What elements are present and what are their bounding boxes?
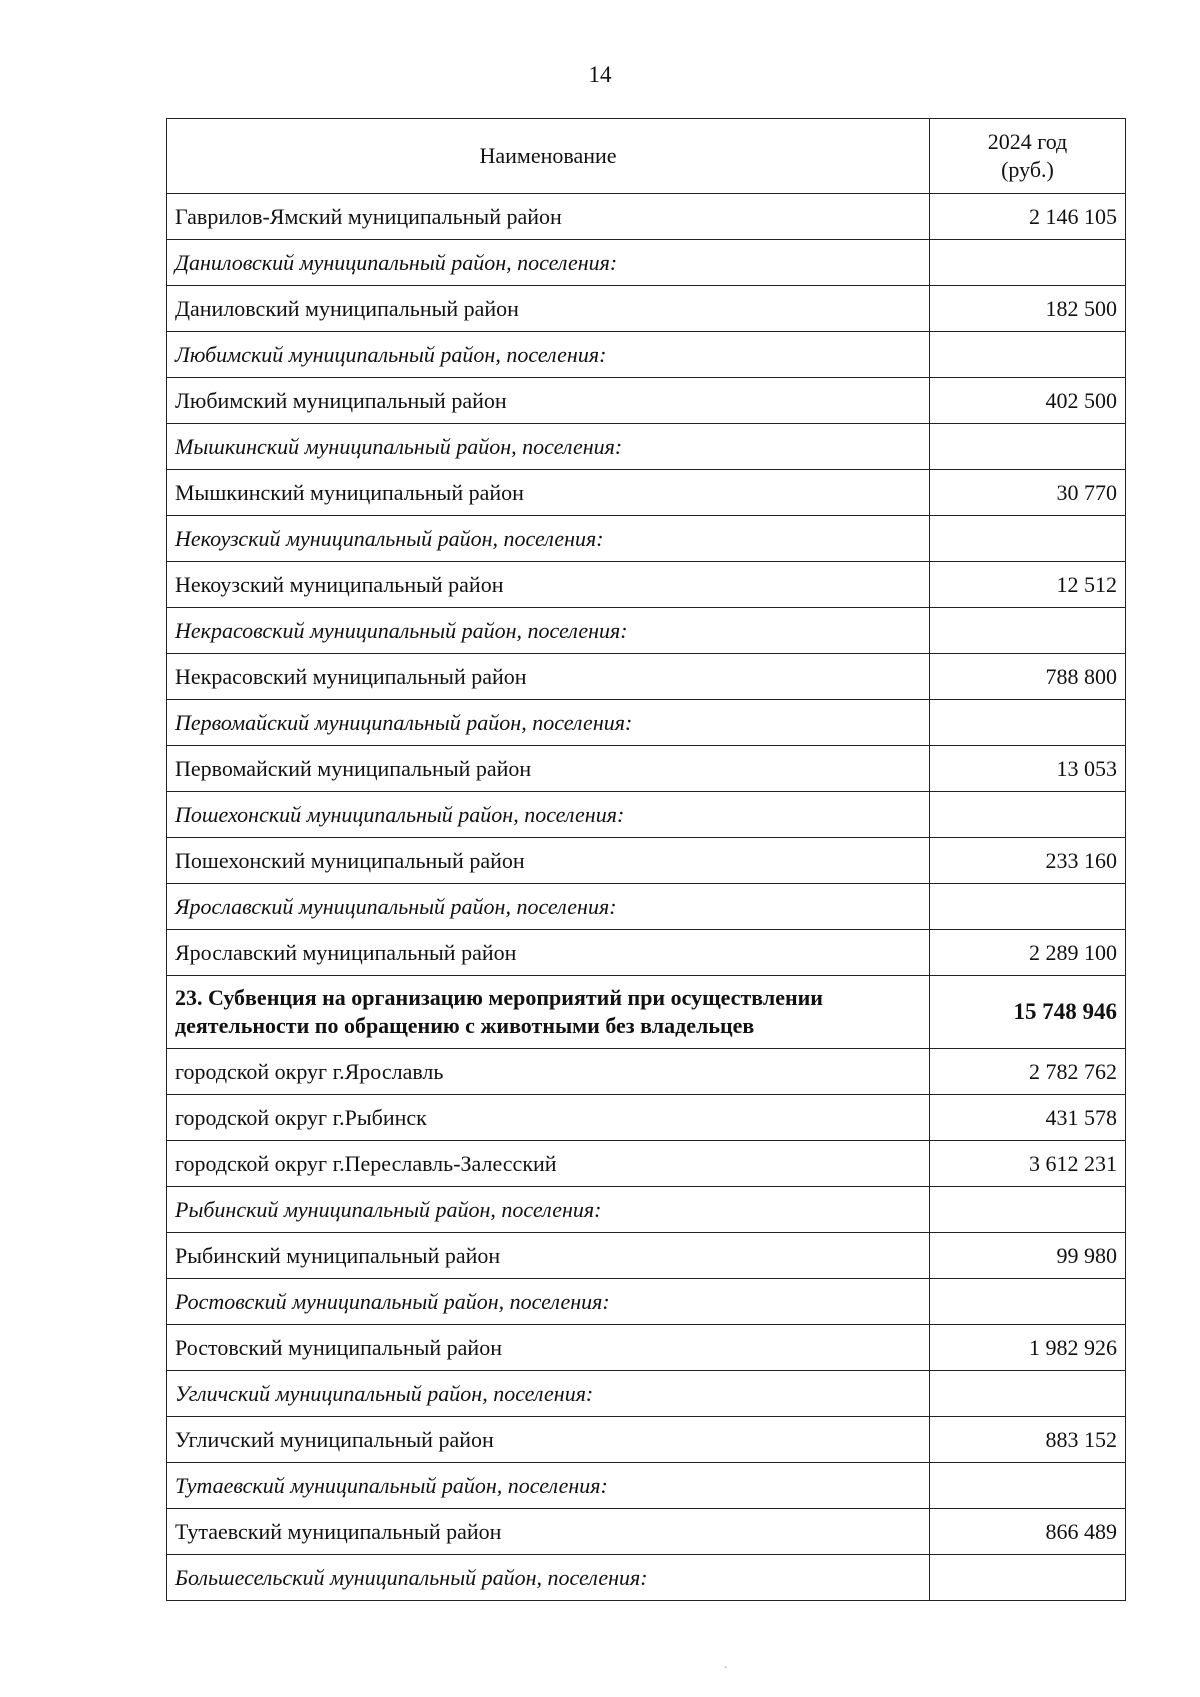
row-name: Любимский муниципальный район: [167, 378, 930, 424]
row-name: Ростовский муниципальный район: [167, 1325, 930, 1371]
table-row: [167, 470, 1126, 516]
group-row: [167, 240, 1126, 286]
table-row: [167, 838, 1126, 884]
group-row: [167, 516, 1126, 562]
table-row: [167, 1095, 1126, 1141]
row-amount: [930, 1187, 1126, 1233]
row-amount: [930, 332, 1126, 378]
row-name: городской округ г.Рыбинск: [167, 1095, 930, 1141]
row-name: Тутаевский муниципальный район: [167, 1509, 930, 1555]
row-amount: [930, 1555, 1126, 1601]
row-name: Пошехонский муниципальный район: [167, 838, 930, 884]
row-amount: 3 612 231: [930, 1141, 1126, 1187]
row-amount: [930, 516, 1126, 562]
row-amount: 99 980: [930, 1233, 1126, 1279]
row-amount: 15 748 946: [930, 976, 1126, 1049]
row-amount: 2 782 762: [930, 1049, 1126, 1095]
row-name: Угличский муниципальный район: [167, 1417, 930, 1463]
row-name: Большесельский муниципальный район, поселения:: [167, 1555, 930, 1601]
group-row: [167, 884, 1126, 930]
table-row: [167, 930, 1126, 976]
table-row: [167, 654, 1126, 700]
scan-mark: `: [724, 1666, 728, 1677]
row-name: Пошехонский муниципальный район, поселения:: [167, 792, 930, 838]
row-name: 23. Субвенция на организацию мероприятий при осуществлении деятельности по обращению с животными без владельцев: [167, 976, 930, 1049]
row-name: Некоузский муниципальный район: [167, 562, 930, 608]
row-name: Рыбинский муниципальный район: [167, 1233, 930, 1279]
row-amount: 182 500: [930, 286, 1126, 332]
row-amount: 30 770: [930, 470, 1126, 516]
row-name: Даниловский муниципальный район, поселения:: [167, 240, 930, 286]
row-amount: [930, 1371, 1126, 1417]
row-amount: 883 152: [930, 1417, 1126, 1463]
row-name: Мышкинский муниципальный район: [167, 470, 930, 516]
page-number: 14: [588, 62, 612, 87]
row-amount: [930, 884, 1126, 930]
table-row: [167, 1049, 1126, 1095]
row-amount: 866 489: [930, 1509, 1126, 1555]
column-header-unit: (руб.): [1001, 157, 1054, 182]
column-header-year: 2024 год: [987, 129, 1068, 154]
group-row: [167, 1371, 1126, 1417]
row-amount: 2 146 105: [930, 194, 1126, 240]
row-amount: 13 053: [930, 746, 1126, 792]
group-row: [167, 1555, 1126, 1601]
table-row: [167, 562, 1126, 608]
row-name: Некрасовский муниципальный район: [167, 654, 930, 700]
table-row: [167, 378, 1126, 424]
row-name: городской округ г.Ярославль: [167, 1049, 930, 1095]
table-header-row: [167, 119, 1126, 194]
group-row: [167, 332, 1126, 378]
row-amount: [930, 240, 1126, 286]
table-row: [167, 286, 1126, 332]
table-row: [167, 1509, 1126, 1555]
group-row: [167, 424, 1126, 470]
row-name: городской округ г.Переславль-Залесский: [167, 1141, 930, 1187]
row-amount: [930, 424, 1126, 470]
row-name: Первомайский муниципальный район, поселения:: [167, 700, 930, 746]
row-amount: 402 500: [930, 378, 1126, 424]
row-name: Ярославский муниципальный район: [167, 930, 930, 976]
group-row: [167, 792, 1126, 838]
table-body: [167, 194, 1126, 1601]
row-amount: [930, 1279, 1126, 1325]
row-amount: 12 512: [930, 562, 1126, 608]
row-amount: 2 289 100: [930, 930, 1126, 976]
column-header-amount: [930, 119, 1126, 194]
row-amount: 1 982 926: [930, 1325, 1126, 1371]
row-amount: 431 578: [930, 1095, 1126, 1141]
table-row: [167, 1141, 1126, 1187]
table-row: [167, 746, 1126, 792]
group-row: [167, 1187, 1126, 1233]
row-amount: [930, 792, 1126, 838]
section-row: [167, 976, 1126, 1049]
row-name: Даниловский муниципальный район: [167, 286, 930, 332]
row-name: Некрасовский муниципальный район, поселения:: [167, 608, 930, 654]
group-row: [167, 700, 1126, 746]
group-row: [167, 608, 1126, 654]
row-name: Мышкинский муниципальный район, поселения:: [167, 424, 930, 470]
table-row: [167, 1417, 1126, 1463]
row-name: Рыбинский муниципальный район, поселения:: [167, 1187, 930, 1233]
budget-table: [166, 118, 1126, 1601]
group-row: [167, 1279, 1126, 1325]
row-name: Угличский муниципальный район, поселения:: [167, 1371, 930, 1417]
row-amount: [930, 1463, 1126, 1509]
row-name: Гаврилов-Ямский муниципальный район: [167, 194, 930, 240]
table-row: [167, 1233, 1126, 1279]
group-row: [167, 1463, 1126, 1509]
row-amount: 233 160: [930, 838, 1126, 884]
table-row: [167, 1325, 1126, 1371]
row-amount: [930, 608, 1126, 654]
row-name: Ярославский муниципальный район, поселения:: [167, 884, 930, 930]
row-amount: 788 800: [930, 654, 1126, 700]
row-name: Тутаевский муниципальный район, поселения:: [167, 1463, 930, 1509]
row-name: Первомайский муниципальный район: [167, 746, 930, 792]
row-name: Некоузский муниципальный район, поселения:: [167, 516, 930, 562]
row-name: Ростовский муниципальный район, поселения:: [167, 1279, 930, 1325]
row-amount: [930, 700, 1126, 746]
column-header-name: Наименование: [167, 119, 930, 194]
table-row: [167, 194, 1126, 240]
row-name: Любимский муниципальный район, поселения:: [167, 332, 930, 378]
